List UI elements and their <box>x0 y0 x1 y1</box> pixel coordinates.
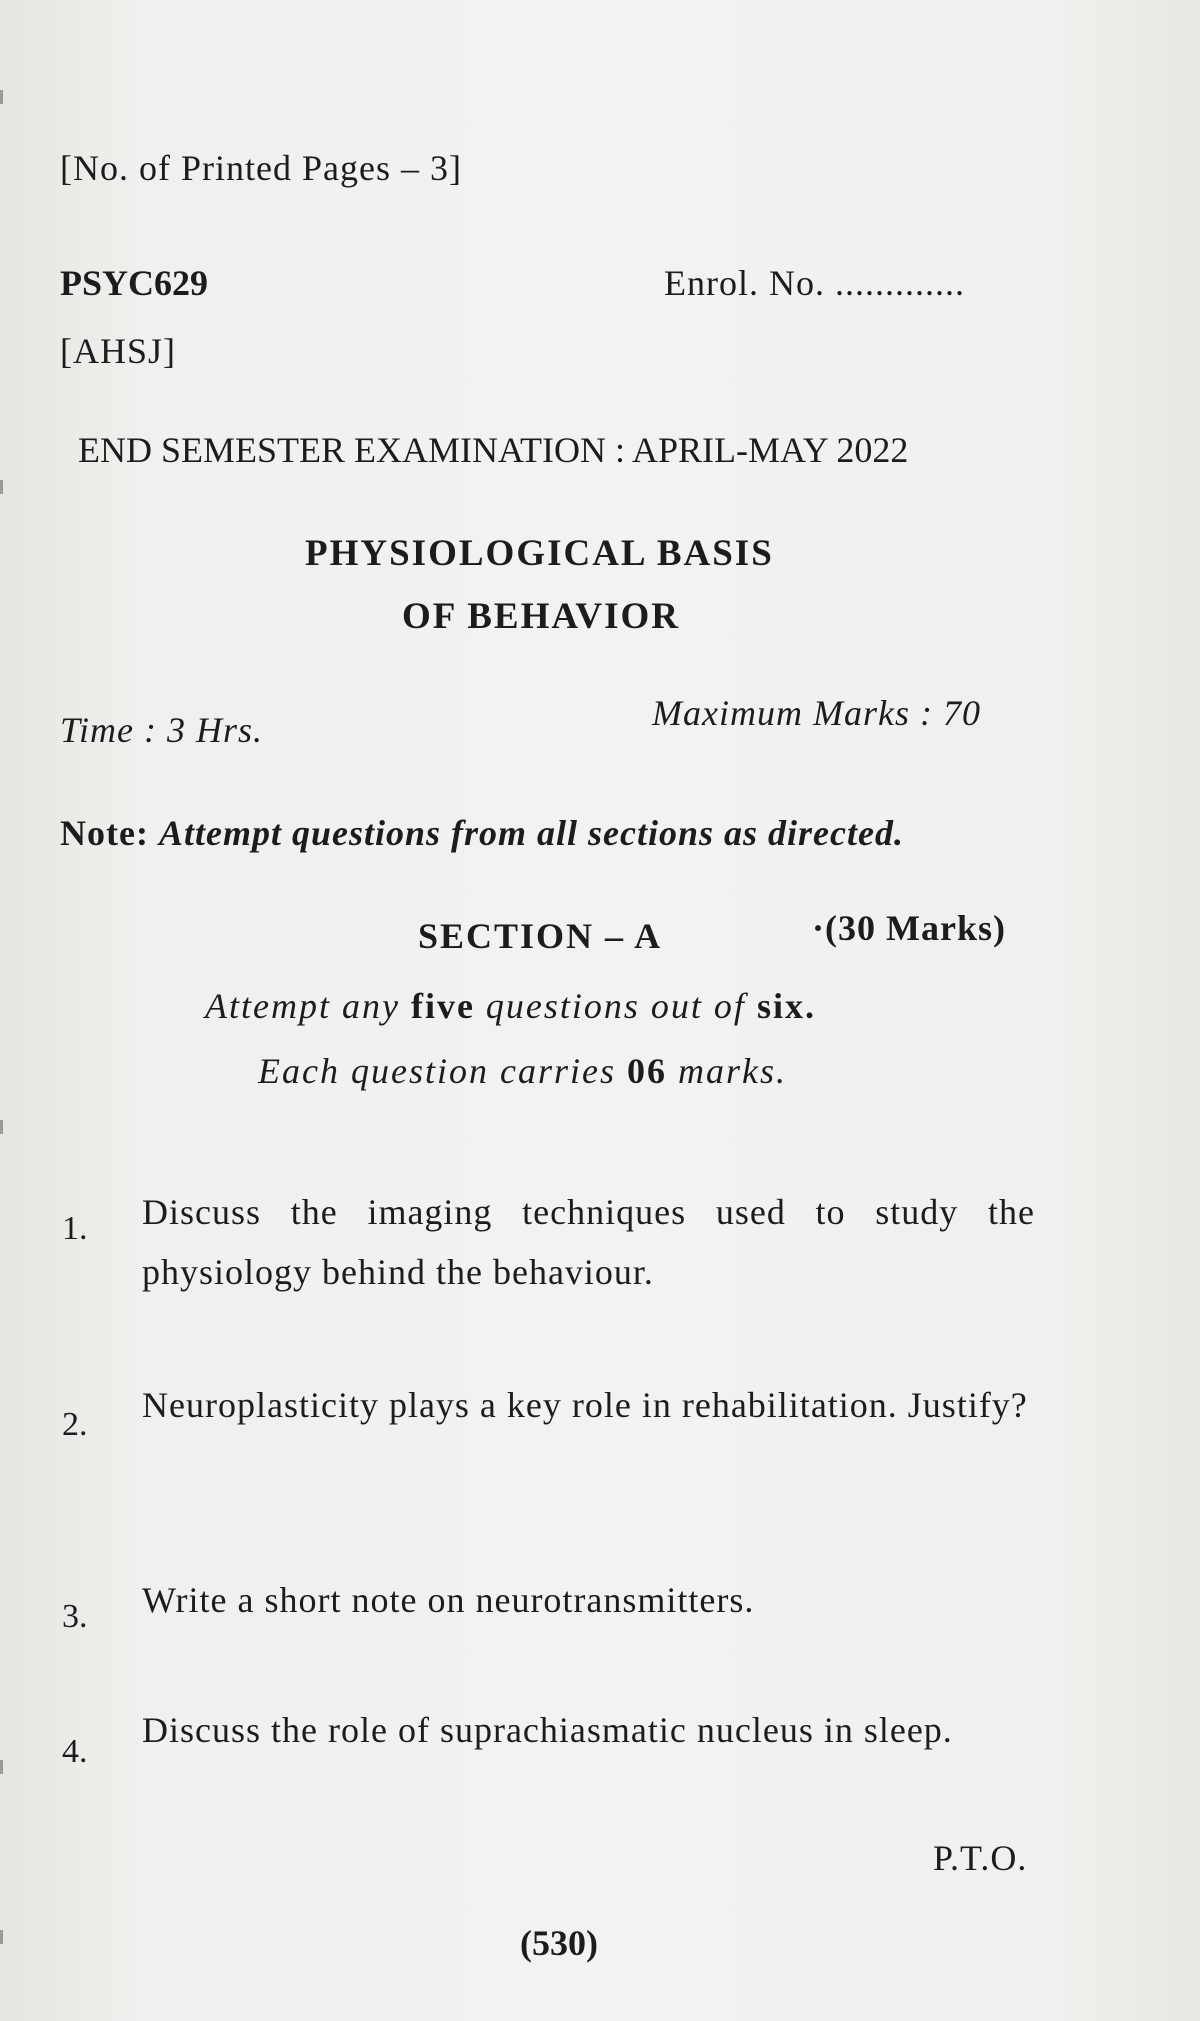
maximum-marks: Maximum Marks : 70 <box>652 693 981 733</box>
each-marks-value: 06 <box>626 1051 667 1091</box>
binding-edge-mark <box>0 90 3 104</box>
section-marks: ·(30 Marks) <box>812 908 1006 948</box>
question-number: 4. <box>62 1733 88 1770</box>
exam-duration: Time : 3 Hrs. <box>60 710 264 750</box>
instruction-count: five <box>410 986 475 1026</box>
question-text: Discuss the imaging techniques used to study the physiology behind the behaviour. <box>142 1192 1035 1292</box>
batch-code: [AHSJ] <box>60 331 177 371</box>
exam-title: END SEMESTER EXAMINATION : APRIL-MAY 2022 <box>78 430 909 470</box>
marks-per-question <box>258 1053 787 1089</box>
instruction-part-2: questions out of <box>485 986 746 1026</box>
binding-edge-mark <box>0 480 3 494</box>
question-text: Discuss the role of suprachiasmatic nucleus in sleep. <box>142 1710 953 1750</box>
each-part-2: marks. <box>677 1051 787 1091</box>
section-instruction <box>205 988 816 1024</box>
question-number: 1. <box>62 1210 88 1247</box>
printed-pages-note: [No. of Printed Pages – 3] <box>60 148 462 188</box>
section-heading: SECTION – A <box>418 916 663 956</box>
binding-edge-mark <box>0 1120 3 1134</box>
enrolment-number-field: Enrol. No. ............. <box>664 263 965 303</box>
note-text: Attempt questions from all sections as directed. <box>158 813 904 853</box>
instruction-total: six. <box>756 986 816 1026</box>
note-label: Note: <box>60 813 149 853</box>
question-number: 3. <box>62 1598 88 1635</box>
binding-edge-mark <box>0 1760 3 1774</box>
course-code: PSYC629 <box>60 263 209 303</box>
please-turn-over: P.T.O. <box>933 1838 1028 1878</box>
instruction-part-1: Attempt any <box>205 986 400 1026</box>
question-text: Neuroplasticity plays a key role in rehabilitation. Justify? <box>142 1385 1028 1425</box>
note-line <box>60 815 904 851</box>
page-code: (530) <box>520 1923 598 1963</box>
question-text: Write a short note on neurotransmitters. <box>142 1580 755 1620</box>
subject-title-line1: PHYSIOLOGICAL BASIS <box>305 533 774 574</box>
each-part-1: Each question carries <box>258 1051 616 1091</box>
question-number: 2. <box>62 1406 88 1443</box>
binding-edge-mark <box>0 1930 3 1944</box>
subject-title-line2: OF BEHAVIOR <box>402 596 680 637</box>
